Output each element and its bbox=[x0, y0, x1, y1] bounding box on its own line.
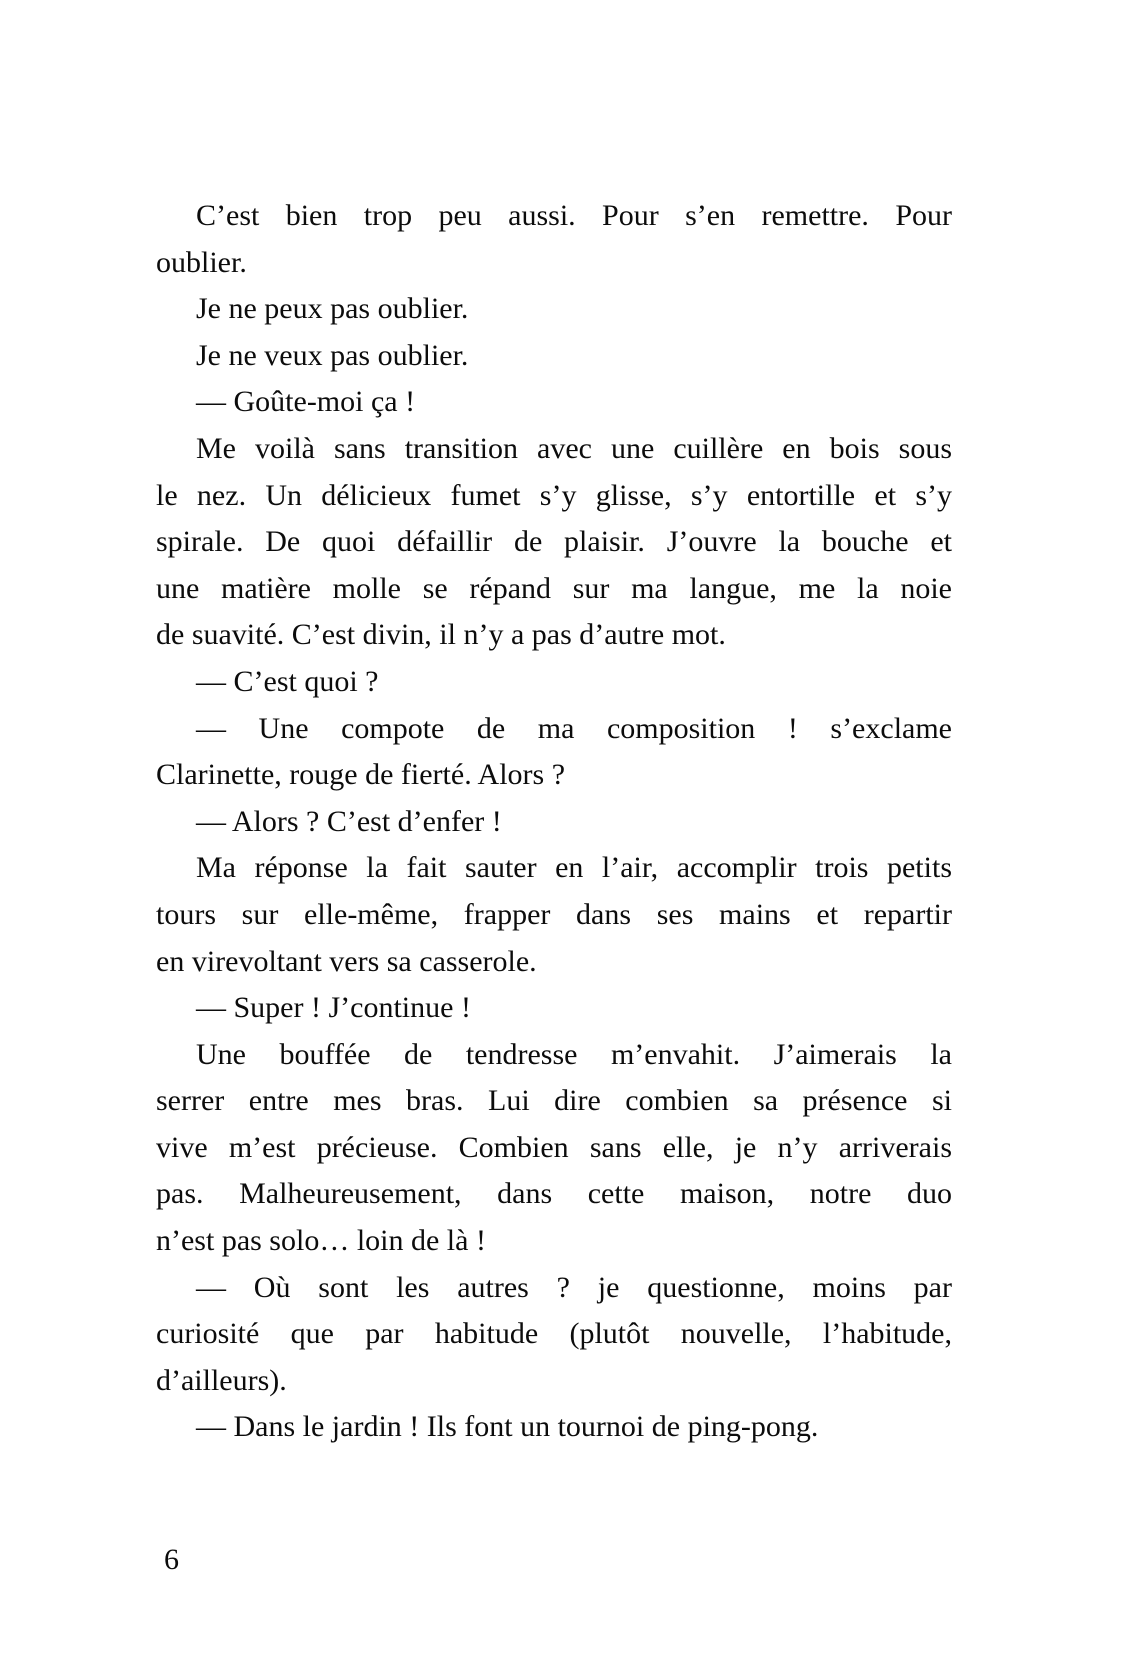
text-line: Me voilà sans transition avec une cuillère en bois sous bbox=[196, 431, 952, 465]
paragraph bbox=[156, 193, 952, 286]
text-line: Clarinette, rouge de fierté. Alors ? bbox=[156, 758, 566, 792]
paragraph bbox=[156, 379, 952, 426]
text-line: en virevoltant vers sa casserole. bbox=[156, 944, 537, 978]
text-line: — Alors ? C’est d’enfer ! bbox=[196, 804, 502, 838]
text-line: — C’est quoi ? bbox=[196, 664, 379, 698]
text-line: pas. Malheureusement, dans cette maison, notre duo bbox=[156, 1177, 952, 1211]
text-line: oublier. bbox=[156, 245, 247, 279]
paragraph bbox=[156, 845, 952, 985]
text-line: spirale. De quoi défaillir de plaisir. J’ouvre la bouche et bbox=[156, 525, 952, 559]
text-line: d’ailleurs). bbox=[156, 1363, 287, 1397]
text-line: Ma réponse la fait sauter en l’air, accomplir trois petits bbox=[196, 851, 952, 885]
text-line: Je ne veux pas oublier. bbox=[196, 338, 469, 372]
paragraph bbox=[156, 426, 952, 659]
text-line: serrer entre mes bras. Lui dire combien sa présence si bbox=[156, 1084, 952, 1118]
paragraph bbox=[156, 799, 952, 846]
text-line: Une bouffée de tendresse m’envahit. J’aimerais la bbox=[196, 1037, 952, 1071]
text-line: — Super ! J’continue ! bbox=[196, 991, 471, 1025]
page-number: 6 bbox=[164, 1543, 179, 1576]
text-line: vive m’est précieuse. Combien sans elle, je n’y arriverais bbox=[156, 1130, 952, 1164]
page-text bbox=[156, 193, 952, 1451]
text-line: — Goûte-moi ça ! bbox=[196, 385, 416, 419]
paragraph bbox=[156, 333, 952, 380]
text-line: le nez. Un délicieux fumet s’y glisse, s’y entortille et s’y bbox=[156, 478, 952, 512]
text-line: — Dans le jardin ! Ils font un tournoi de ping-pong. bbox=[196, 1410, 819, 1444]
paragraph bbox=[156, 1265, 952, 1405]
paragraph bbox=[156, 286, 952, 333]
text-line: de suavité. C’est divin, il n’y a pas d’autre mot. bbox=[156, 618, 726, 652]
paragraph bbox=[156, 1404, 952, 1451]
text-line: tours sur elle-même, frapper dans ses mains et repartir bbox=[156, 897, 952, 931]
text-line: curiosité que par habitude (plutôt nouvelle, l’habitude, bbox=[156, 1317, 952, 1351]
text-line: — Une compote de ma composition ! s’exclame bbox=[196, 711, 952, 745]
text-line: Je ne peux pas oublier. bbox=[196, 292, 469, 326]
paragraph bbox=[156, 1032, 952, 1265]
paragraph bbox=[156, 659, 952, 706]
paragraph bbox=[156, 985, 952, 1032]
text-line: une matière molle se répand sur ma langue, me la noie bbox=[156, 571, 952, 605]
text-line: — Où sont les autres ? je questionne, moins par bbox=[196, 1270, 952, 1304]
text-line: n’est pas solo… loin de là ! bbox=[156, 1224, 486, 1258]
text-line: C’est bien trop peu aussi. Pour s’en remettre. Pour bbox=[196, 199, 952, 232]
paragraph bbox=[156, 706, 952, 799]
